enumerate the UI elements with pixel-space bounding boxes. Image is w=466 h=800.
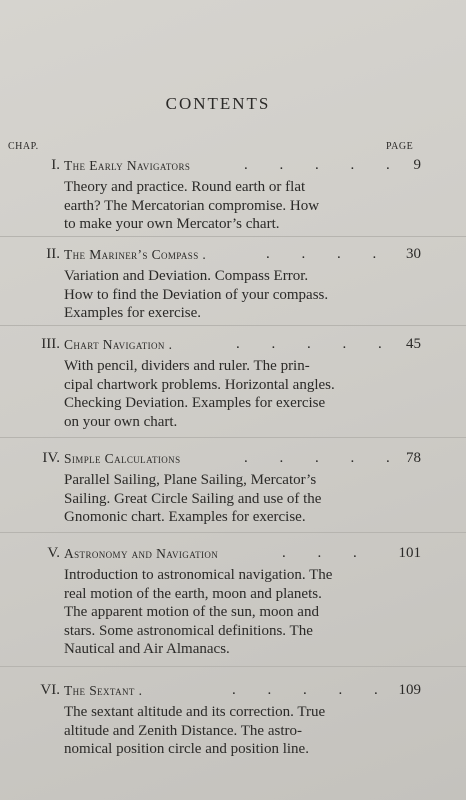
leader-dots: . . . . . [232,682,392,698]
chapter-heading [0,246,466,268]
chapter-number: III. [41,336,60,352]
section-divider [0,532,466,533]
chapter-page-number: 78 [406,450,421,466]
description-line: Gnomonic chart. Examples for exercise. [64,509,306,525]
chapter-page-number: 109 [398,682,421,698]
description-line: Parallel Sailing, Plane Sailing, Mercator’s [64,472,317,488]
description-line: earth? The Mercatorian compromise. How [64,197,320,214]
chapter-heading [0,682,466,704]
chapter-title: Chart Navigation . [64,337,173,352]
chapter-description [64,703,382,759]
description-line: Nautical and Air Almanacs. [64,641,230,657]
leader-dots: . . . . . [244,157,404,173]
section-divider [0,666,466,667]
description-line: With pencil, dividers and ruler. The prin- [64,358,310,374]
chapter-page-number: 9 [413,157,421,173]
leader-dots: . . . . [266,246,391,262]
section-divider [0,437,466,438]
chapter-description [64,357,382,431]
description-line: Checking Deviation. Examples for exercise [64,395,326,411]
chapter-heading [0,336,466,358]
chapter-description [64,267,382,323]
chapter-description [64,566,382,659]
description-line: stars. Some astronomical definitions. The [64,622,313,639]
chapter-number: V. [47,545,60,561]
page-column-header: PAGE [386,141,414,152]
chapter-title: The Early Navigators [64,158,191,173]
chapter-number: I. [51,157,60,173]
description-line: real motion of the earth, moon and planets. [64,585,322,602]
chapter-description [64,178,382,234]
chapter-number: IV. [42,450,60,466]
chap-column-header: CHAP. [8,141,39,152]
chapter-title: The Mariner’s Compass . [64,247,207,262]
description-line: nomical position circle and position line. [64,741,309,757]
description-line: The apparent motion of the sun, moon and [64,604,319,620]
section-divider [0,236,466,237]
description-line: Examples for exercise. [64,305,202,321]
chapter-heading [0,545,466,567]
description-line: Theory and practice. Round earth or flat [64,179,306,195]
description-line: How to find the Deviation of your compass. [64,286,329,303]
chapter-number: II. [46,246,60,262]
description-line: Variation and Deviation. Compass Error. [64,268,309,284]
description-line: cipal chartwork problems. Horizontal angles. [64,376,335,393]
leader-dots: . . . . . [236,336,396,352]
chapter-heading [0,450,466,472]
description-line: to make your own Mercator’s chart. [64,216,280,232]
chapter-title: Astronomy and Navigation [64,546,219,561]
leader-dots: . . . [282,545,371,561]
description-line: altitude and Zenith Distance. The astro- [64,722,302,739]
description-line: Introduction to astronomical navigation. The [64,567,333,583]
description-line: Sailing. Great Circle Sailing and use of the [64,490,322,507]
chapter-page-number: 101 [398,545,421,561]
chapter-page-number: 45 [406,336,421,352]
chapter-title: Simple Calculations [64,451,181,466]
leader-dots: . . . . . [244,450,404,466]
section-divider [0,325,466,326]
chapter-number: VI. [40,682,60,698]
chapter-description [64,471,382,527]
chapter-title: The Sextant . [64,683,143,698]
chapter-page-number: 30 [406,246,421,262]
page-title: CONTENTS [165,94,271,113]
chapter-heading [0,157,466,179]
description-line: The sextant altitude and its correction. True [64,704,326,720]
description-line: on your own chart. [64,413,178,430]
